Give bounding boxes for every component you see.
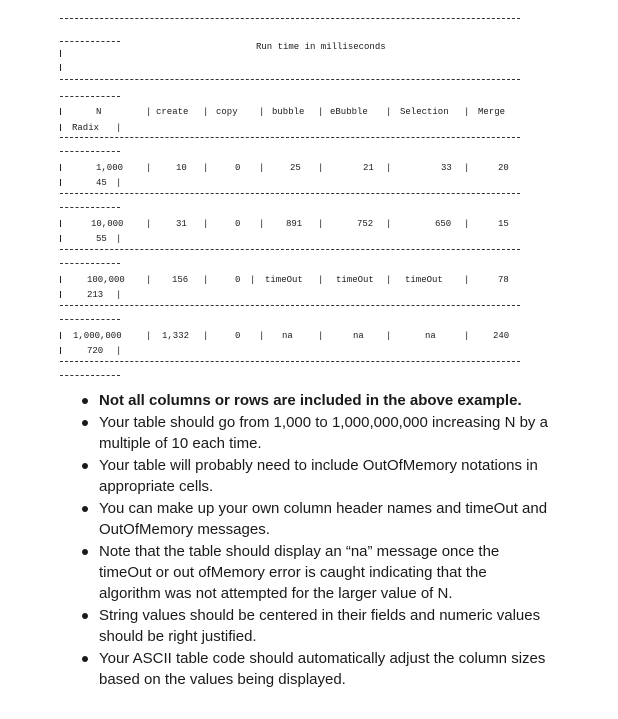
cell-selection: na xyxy=(425,331,436,341)
table-border xyxy=(60,305,520,306)
cell-copy: 0 xyxy=(235,275,241,285)
list-item: Your ASCII table code should automatically adjust the column sizes based on the values being displayed. xyxy=(78,648,548,690)
cell-create: 31 xyxy=(176,219,187,229)
header-ebubble: eBubble xyxy=(330,107,368,117)
table-title: Run time in milliseconds xyxy=(256,42,386,52)
cell-create: 1,332 xyxy=(162,331,190,341)
header-selection: Selection xyxy=(400,107,449,117)
cell-radix: 45 xyxy=(96,178,107,188)
table-pipe xyxy=(60,64,61,71)
table-pipe xyxy=(60,235,61,242)
table-border xyxy=(60,361,520,362)
cell-n: 1,000 xyxy=(96,163,124,173)
cell-copy: 0 xyxy=(235,331,241,341)
table-pipe xyxy=(60,276,61,283)
cell-selection: timeOut xyxy=(405,275,443,285)
list-item: String values should be centered in their fields and numeric values should be right justified. xyxy=(78,605,548,647)
list-item: Your table should go from 1,000 to 1,000,000,000 increasing N by a multiple of 10 each time. xyxy=(78,412,548,454)
cell-radix: 720 xyxy=(87,346,104,356)
table-border xyxy=(60,96,120,97)
cell-ebubble: 21 xyxy=(363,163,374,173)
table-pipe xyxy=(60,50,61,57)
table-pipe xyxy=(60,347,61,354)
cell-copy: 0 xyxy=(235,219,241,229)
table-border xyxy=(60,375,120,376)
cell-create: 10 xyxy=(176,163,187,173)
header-bubble: bubble xyxy=(272,107,305,117)
list-item: Note that the table should display an “na” message once the timeOut or out ofMemory error is caught indicating that the algorithm was not attempted for the larger value of N. xyxy=(78,541,548,604)
table-pipe xyxy=(60,124,61,131)
table-border xyxy=(60,207,120,208)
table-border xyxy=(60,249,520,250)
header-copy: copy xyxy=(216,107,238,117)
cell-n: 100,000 xyxy=(87,275,125,285)
cell-radix: 55 xyxy=(96,234,107,244)
cell-ebubble: 752 xyxy=(357,219,374,229)
cell-ebubble: timeOut xyxy=(336,275,374,285)
cell-bubble: 891 xyxy=(286,219,303,229)
list-item: Your table will probably need to include OutOfMemory notations in appropriate cells. xyxy=(78,455,548,497)
table-pipe xyxy=(60,332,61,339)
header-create: create xyxy=(156,107,189,117)
cell-n: 1,000,000 xyxy=(73,331,122,341)
cell-radix: 213 xyxy=(87,290,104,300)
table-pipe xyxy=(60,108,61,115)
table-border xyxy=(60,79,520,80)
cell-bubble: 25 xyxy=(290,163,301,173)
cell-bubble: na xyxy=(282,331,293,341)
cell-selection: 33 xyxy=(441,163,452,173)
table-border xyxy=(60,151,120,152)
table-border xyxy=(60,263,120,264)
cell-merge: 240 xyxy=(493,331,510,341)
table-border xyxy=(60,319,120,320)
header-radix: Radix xyxy=(72,123,100,133)
cell-merge: 78 xyxy=(498,275,509,285)
table-pipe xyxy=(60,179,61,186)
cell-merge: 20 xyxy=(498,163,509,173)
table-border xyxy=(60,41,120,42)
cell-copy: 0 xyxy=(235,163,241,173)
cell-merge: 15 xyxy=(498,219,509,229)
table-border xyxy=(60,18,520,19)
table-border xyxy=(60,137,520,138)
table-pipe xyxy=(60,220,61,227)
list-item: You can make up your own column header names and timeOut and OutOfMemory messages. xyxy=(78,498,548,540)
list-item: Not all columns or rows are included in the above example. xyxy=(78,390,548,411)
cell-bubble: timeOut xyxy=(265,275,303,285)
cell-ebubble: na xyxy=(353,331,364,341)
table-pipe xyxy=(60,164,61,171)
table-pipe xyxy=(60,291,61,298)
header-merge: Merge xyxy=(478,107,506,117)
cell-selection: 650 xyxy=(435,219,452,229)
instructions-list xyxy=(78,390,548,691)
table-border xyxy=(60,193,520,194)
cell-n: 10,000 xyxy=(91,219,124,229)
cell-create: 156 xyxy=(172,275,189,285)
header-n: N xyxy=(96,107,102,117)
ascii-table: Run time in milliseconds N | create | copy | bubble | eBubble | Selection | Merge Radix | 1,000 | 10 | 0 | 25 | 21 | 33 | 20 45 | 10,000 | 31 | 0 | 891 | 752 | 650 | 15 55 | 100,000 | 156 | 0 | timeOut | timeOut | timeOut | 78 213 | 1,000,000 | 1,332 | 0 | na | na | na | 240 720 | xyxy=(60,11,530,379)
